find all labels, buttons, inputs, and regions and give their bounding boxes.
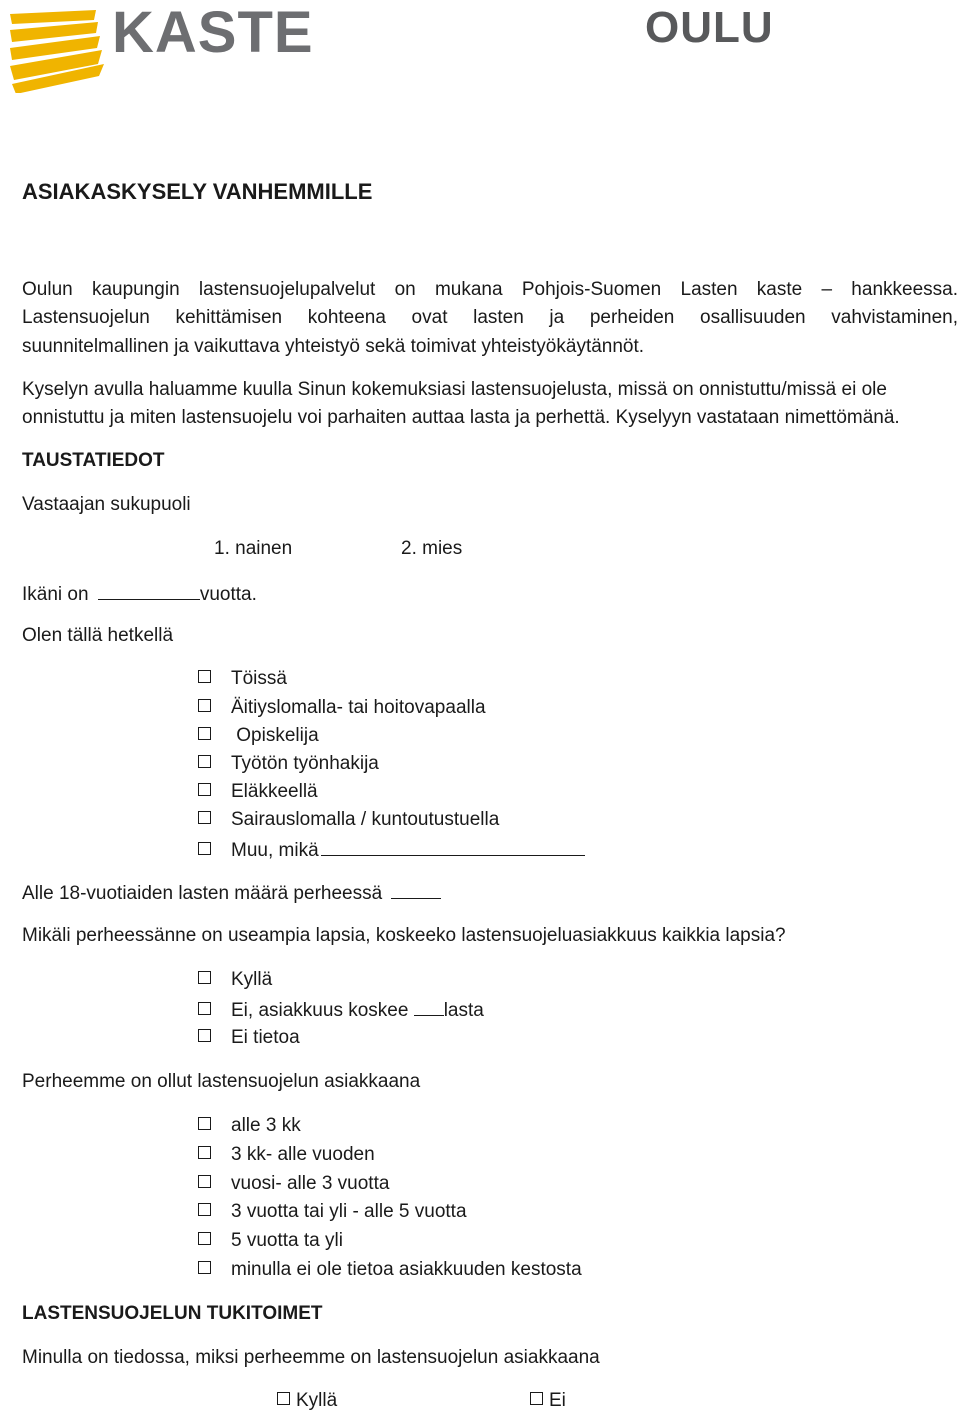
checkbox[interactable] <box>198 1261 211 1274</box>
checkbox[interactable] <box>198 1175 211 1188</box>
duration-option-2[interactable]: 3 kk- alle vuoden <box>198 1143 375 1167</box>
checkbox[interactable] <box>198 755 211 768</box>
other-blank-field[interactable] <box>321 837 585 856</box>
duration-option-6[interactable]: minulla ei ole tietoa asiakkuuden kestosta <box>198 1258 582 1282</box>
checkbox[interactable] <box>198 1146 211 1159</box>
status-option-retired[interactable]: Eläkkeellä <box>198 780 318 804</box>
status-option-parental-leave[interactable]: Äitiyslomalla- tai hoitovapaalla <box>198 696 486 720</box>
status-option-other[interactable]: Muu, mikä <box>198 837 585 863</box>
intro-line-2: Lastensuojelun kehittämisen kohteena ovat lasten ja perheiden osallisuuden vahvistaminen, <box>22 307 958 328</box>
duration-option-4[interactable]: 3 vuotta tai yli - alle 5 vuotta <box>198 1200 467 1224</box>
intro-line-1: Oulun kaupungin lastensuojelupalvelut on mukana Pohjois-Suomen Lasten kaste – hankkeessa. <box>22 279 958 300</box>
checkbox[interactable] <box>198 811 211 824</box>
children-count-blank[interactable] <box>391 880 441 899</box>
all-children-yes[interactable]: Kyllä <box>198 968 272 992</box>
reason-no[interactable]: Ei <box>530 1389 566 1413</box>
purpose-line-2: onnistuttu ja miten lastensuojelu voi parhaiten auttaa lasta ja perhettä. Kyselyyn vastataan nimettömänä. <box>22 407 900 428</box>
partial-count-blank[interactable] <box>414 997 444 1016</box>
checkbox[interactable] <box>198 1232 211 1245</box>
duration-label: Perheemme on ollut lastensuojelun asiakkaana <box>22 1071 421 1092</box>
age-suffix: vuotta. <box>199 584 257 605</box>
checkbox[interactable] <box>198 1117 211 1130</box>
checkbox[interactable] <box>198 971 211 984</box>
background-heading: TAUSTATIEDOT <box>22 450 165 471</box>
duration-option-3[interactable]: vuosi- alle 3 vuotta <box>198 1172 389 1196</box>
checkbox[interactable] <box>530 1392 543 1405</box>
duration-option-1[interactable]: alle 3 kk <box>198 1114 301 1138</box>
gender-label: Vastaajan sukupuoli <box>22 494 191 515</box>
intro-line-3: suunnitelmallinen ja vaikuttava yhteistyö sekä toimivat yhteistyökäytännöt. <box>22 336 645 357</box>
page-title: ASIAKASKYSELY VANHEMMILLE <box>22 179 373 204</box>
support-heading: LASTENSUOJELUN TUKITOIMET <box>22 1303 323 1324</box>
kaste-emblem-icon <box>8 8 108 93</box>
checkbox[interactable] <box>198 727 211 740</box>
brand-oulu: OULU <box>645 3 774 52</box>
children-count-row <box>22 880 441 906</box>
duration-option-5[interactable]: 5 vuotta ta yli <box>198 1229 343 1253</box>
checkbox[interactable] <box>198 699 211 712</box>
checkbox[interactable] <box>277 1392 290 1405</box>
age-blank-field[interactable] <box>98 581 200 600</box>
status-label: Olen tällä hetkellä <box>22 625 174 646</box>
age-prefix: Ikäni on <box>22 584 89 605</box>
checkbox[interactable] <box>198 1029 211 1042</box>
status-option-unemployed[interactable]: Työtön työnhakija <box>198 752 379 776</box>
all-children-unknown[interactable]: Ei tietoa <box>198 1026 300 1050</box>
all-children-question: Mikäli perheessänne on useampia lapsia, koskeeko lastensuojeluasiakkuus kaikkia lapsia? <box>22 925 786 946</box>
status-option-sick-leave[interactable]: Sairauslomalla / kuntoutustuella <box>198 808 499 832</box>
all-children-partial[interactable]: Ei, asiakkuus koskee lasta <box>198 997 484 1023</box>
status-option-working[interactable]: Töissä <box>198 667 287 691</box>
children-count-label: Alle 18-vuotiaiden lasten määrä perheessä <box>22 883 383 904</box>
purpose-line-1: Kyselyn avulla haluamme kuulla Sinun kokemuksiasi lastensuojelusta, missä on onnistuttu/missä ei ole <box>22 379 887 400</box>
reason-yes[interactable]: Kyllä <box>277 1389 337 1413</box>
checkbox[interactable] <box>198 1002 211 1015</box>
status-option-student[interactable]: Opiskelija <box>198 724 319 748</box>
brand-kaste: KASTE <box>112 0 314 65</box>
gender-option-female[interactable]: 1. nainen <box>214 538 293 559</box>
checkbox[interactable] <box>198 670 211 683</box>
checkbox[interactable] <box>198 842 211 855</box>
checkbox[interactable] <box>198 1203 211 1216</box>
checkbox[interactable] <box>198 783 211 796</box>
age-row <box>22 581 257 607</box>
reason-question: Minulla on tiedossa, miksi perheemme on lastensuojelun asiakkaana <box>22 1347 600 1368</box>
gender-option-male[interactable]: 2. mies <box>401 538 463 559</box>
